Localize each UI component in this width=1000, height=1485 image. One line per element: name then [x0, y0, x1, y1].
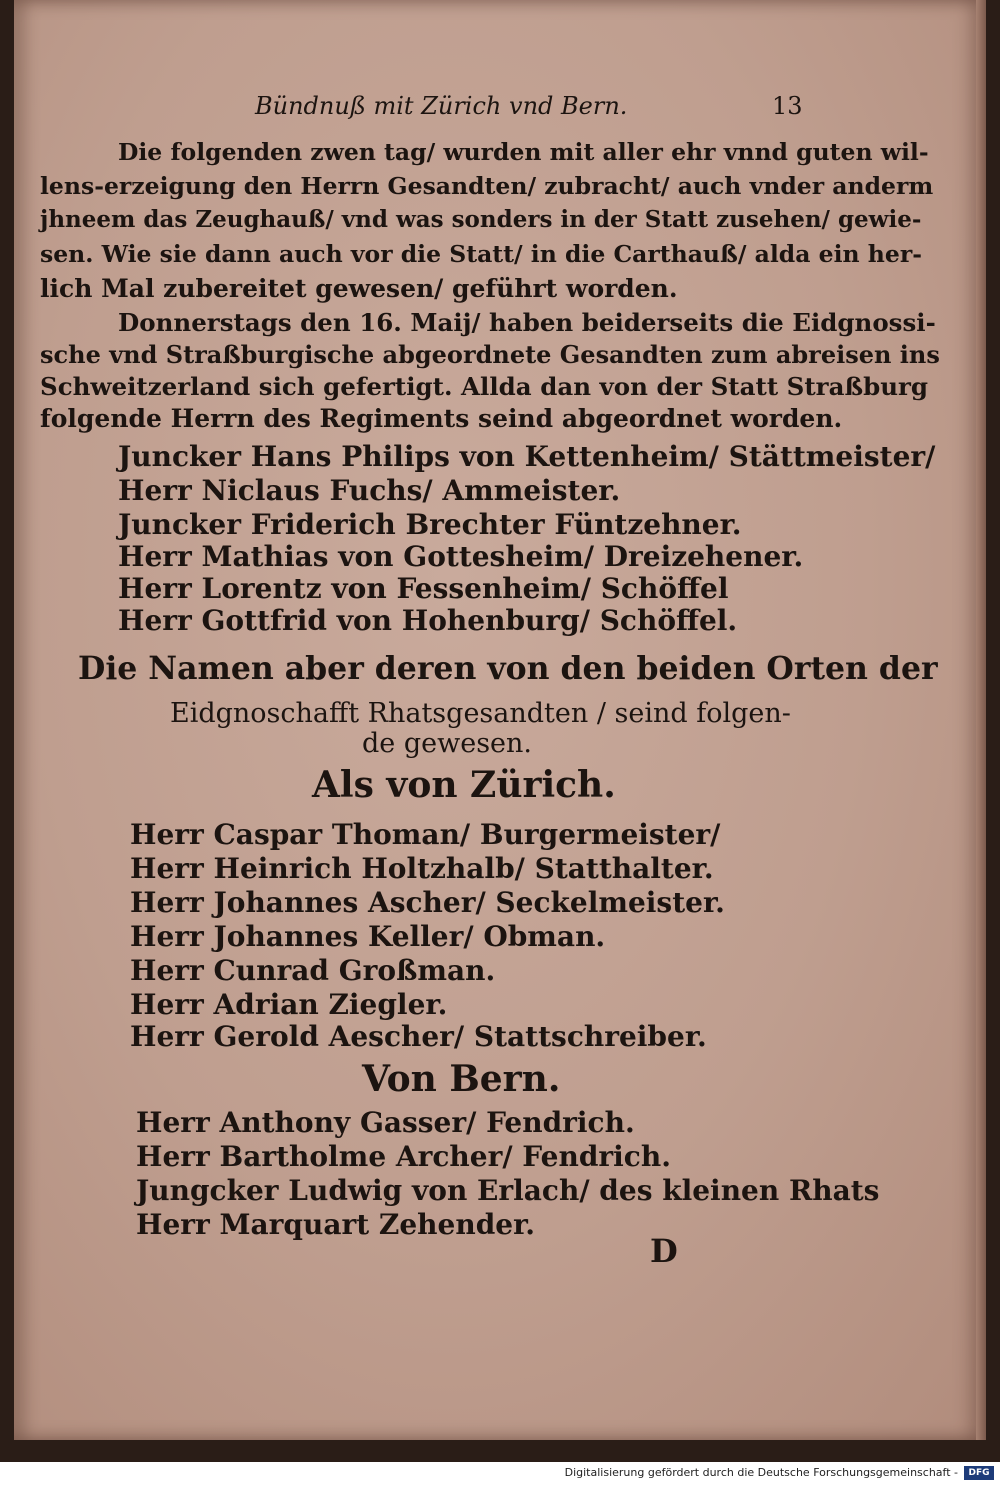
bern-heading: Von Bern. [362, 1058, 561, 1100]
bern-name-2: Herr Bartholme Archer/ Fendrich. [136, 1140, 671, 1173]
strassburg-name-1: Juncker Hans Philips von Kettenheim/ Stättmeister/ [118, 440, 936, 473]
dfg-logo-icon: DFG [964, 1466, 994, 1480]
paragraph-2-line-2: sche vnd Straßburgische abgeordnete Gesandten zum abreisen ins [40, 340, 940, 369]
section-heading-line-2: Eidgnoschafft Rhatsgesandten / seind folgen- [170, 698, 791, 729]
section-heading-line-3: de gewesen. [362, 728, 533, 759]
section-heading: Die Namen aber deren von den beiden Orten der [78, 650, 938, 687]
paragraph-2-line-1: Donnerstags den 16. Maij/ haben beiderseits die Eidgnossi- [118, 308, 936, 337]
zurich-name-6: Herr Adrian Ziegler. [130, 988, 448, 1021]
strassburg-name-4: Herr Mathias von Gottesheim/ Dreizehener. [118, 540, 804, 573]
paragraph-1-line-2: lens-erzeigung den Herrn Gesandten/ zubracht/ auch vnder anderm [40, 172, 934, 200]
paragraph-1-line-1: Die folgenden zwen tag/ wurden mit aller ehr vnnd guten wil- [118, 138, 929, 166]
paragraph-1-line-3: jhneem das Zeughauß/ vnd was sonders in der Statt zusehen/ gewie- [40, 206, 922, 233]
catchword: D [650, 1232, 678, 1270]
paragraph-1-line-4: sen. Wie sie dann auch vor die Statt/ in die Carthauß/ alda ein her- [40, 240, 922, 268]
zurich-name-7: Herr Gerold Aescher/ Stattschreiber. [130, 1020, 707, 1053]
bern-name-3: Jungcker Ludwig von Erlach/ des kleinen Rhats [136, 1174, 880, 1207]
footer-bar [0, 1462, 1000, 1485]
strassburg-name-6: Herr Gottfrid von Hohenburg/ Schöffel. [118, 604, 738, 637]
zurich-name-5: Herr Cunrad Großman. [130, 954, 496, 987]
zurich-heading: Als von Zürich. [312, 764, 616, 806]
page-number: 13 [772, 92, 803, 120]
running-header: Bündnuß mit Zürich vnd Bern. [255, 92, 628, 120]
strassburg-name-3: Juncker Friderich Brechter Füntzehner. [118, 508, 742, 541]
zurich-name-2: Herr Heinrich Holtzhalb/ Statthalter. [130, 852, 714, 885]
strassburg-name-5: Herr Lorentz von Fessenheim/ Schöffel [118, 572, 729, 605]
footer-credit: Digitalisierung gefördert durch die Deutsche Forschungsgemeinschaft - [564, 1466, 958, 1479]
bern-name-4: Herr Marquart Zehender. [136, 1208, 536, 1241]
zurich-name-4: Herr Johannes Keller/ Obman. [130, 920, 606, 953]
paragraph-1-line-5: lich Mal zubereitet gewesen/ geführt worden. [40, 274, 678, 303]
zurich-name-1: Herr Caspar Thoman/ Burgermeister/ [130, 818, 721, 851]
paragraph-2-line-3: Schweitzerland sich gefertigt. Allda dan von der Statt Straßburg [40, 372, 929, 401]
strassburg-name-2: Herr Niclaus Fuchs/ Ammeister. [118, 474, 621, 507]
bern-name-1: Herr Anthony Gasser/ Fendrich. [136, 1106, 635, 1139]
paragraph-2-line-4: folgende Herrn des Regiments seind abgeordnet worden. [40, 404, 843, 433]
zurich-name-3: Herr Johannes Ascher/ Seckelmeister. [130, 886, 725, 919]
page-edge [976, 0, 986, 1440]
